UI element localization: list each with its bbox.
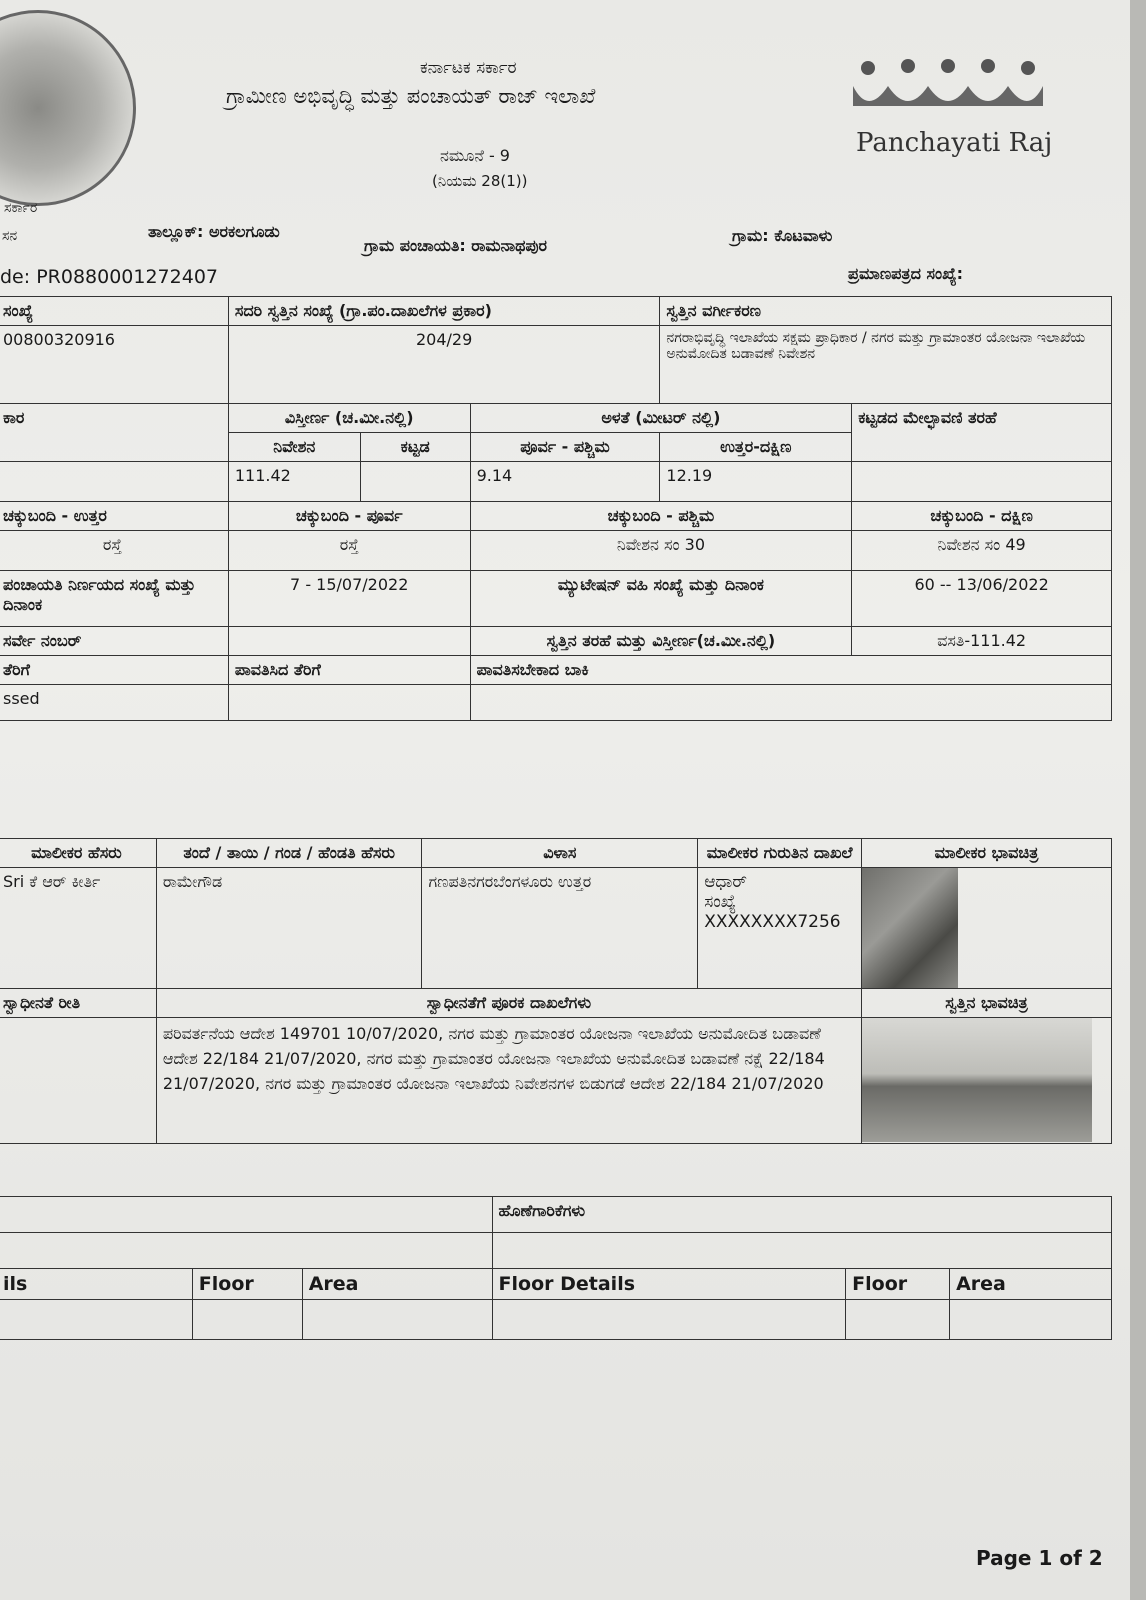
resolution-value: 7 - 15/07/2022 xyxy=(228,571,470,627)
survey-number-label: ಸರ್ವೇ ನಂಬರ್ xyxy=(0,627,228,656)
building-area-value xyxy=(360,462,470,502)
supporting-docs-value: ಪರಿವರ್ತನೆಯ ಆದೇಶ 149701 10/07/2020, ನಗರ ಮತ್ತು ಗ್ರಾಮಾಂತರ ಯೋಜನಾ ಇಲಾಖೆಯ ಅನುಮೋದಿತ ಬಡಾವಣೆ ಆದೇಶ 22/184 21/07/2020, ನಗರ ಮತ್ತು ಗ್ರಾಮಾಂತರ ಯೋಜನಾ ಇಲಾಖೆಯ ಅನುಮೋದಿತ ಬಡಾವಣೆ ನಕ್ಷೆ 22/184 21/07/2020, ನಗರ ಮತ್ತು ಗ್ರಾಮಾಂತರ ಯೋಜನಾ ಇಲಾಖೆಯ ನಿವೇಶನಗಳ ಬಿಡುಗಡೆ ಆದೇಶ 22/184 21/07/2020 xyxy=(156,1018,861,1144)
state-govt-heading: ಕರ್ನಾಟಕ ಸರ್ಕಾರ xyxy=(420,58,517,78)
east-west-label: ಪೂರ್ವ - ಪಶ್ಚಿಮ xyxy=(470,433,660,462)
boundary-east-value: ರಸ್ತೆ xyxy=(228,531,470,571)
north-south-value: 12.19 xyxy=(660,462,852,502)
property-classification-value: ನಗರಾಭಿವೃದ್ಧಿ ಇಲಾಖೆಯ ಸಕ್ಷಮ ಪ್ರಾಧಿಕಾರ / ನಗರ ಮತ್ತು ಗ್ರಾಮಾಂತರ ಯೋಜನಾ ಇಲಾಖೆಯ ಅನುಮೋದಿತ ಬಡಾವಣೆ ನಿವೇಶನ xyxy=(660,326,1112,404)
boundary-south-label: ಚಕ್ಕುಬಂದಿ - ದಕ್ಷಿಣ xyxy=(852,502,1112,531)
mutation-value: 60 -- 13/06/2022 xyxy=(852,571,1112,627)
tax-paid-label: ಪಾವತಿಸಿದ ತೆರಿಗೆ xyxy=(228,656,470,685)
property-photo xyxy=(862,1018,1092,1142)
gram-panchayat: ಗ್ರಾಮ ಪಂಚಾಯತಿ: ರಾಮನಾಥಪುರ xyxy=(364,236,547,255)
boundary-north-label: ಚಕ್ಕುಬಂದಿ - ಉತ್ತರ xyxy=(0,502,228,531)
owner-photo-label: ಮಾಲೀಕರ ಭಾವಚಿತ್ರ xyxy=(862,839,1112,868)
tax-label: ತೆರಿಗೆ xyxy=(0,656,228,685)
page-edge xyxy=(1130,0,1146,1600)
logo-text: Panchayati Raj xyxy=(856,128,1053,158)
certificate-number-label: ಪ್ರಮಾಣಪತ್ರದ ಸಂಖ್ಯೆ: xyxy=(848,264,963,283)
details-label-left: ils xyxy=(0,1269,192,1300)
seal-text-2: ಸನ xyxy=(2,228,18,244)
resolution-label: ಪಂಚಾಯತಿ ನಿರ್ಣಯದ ಸಂಖ್ಯೆ ಮತ್ತು ದಿನಾಂಕ xyxy=(0,571,228,627)
owner-name-label: ಮಾಲೀಕರ ಹೆಸರು xyxy=(0,839,156,868)
owner-table xyxy=(0,838,1112,1144)
property-code: de: PR0880001272407 xyxy=(0,266,218,288)
panchayati-raj-logo-icon xyxy=(848,56,1048,126)
owner-id-label: ಮಾಲೀಕರ ಗುರುತಿನ ದಾಖಲೆ xyxy=(698,839,862,868)
dimension-label: ಅಳತೆ (ಮೀಟರ್ ನಲ್ಲಿ) xyxy=(470,404,852,433)
building-label: ಕಟ್ಟಡ xyxy=(360,433,470,462)
rule-number: (ನಿಯಮ 28(1)) xyxy=(432,172,528,190)
type-label: ಕಾರ xyxy=(0,404,228,462)
government-seal xyxy=(0,10,136,206)
property-classification-label: ಸ್ವತ್ತಿನ ವರ್ಗೀಕರಣ xyxy=(660,297,1112,326)
site-area-value: 111.42 xyxy=(228,462,360,502)
form-number: ನಮೂನೆ - 9 xyxy=(440,146,510,165)
boundary-west-label: ಚಕ್ಕುಬಂದಿ - ಪಶ್ಚಿಮ xyxy=(470,502,852,531)
boundary-south-value: ನಿವೇಶನ ಸಂ 49 xyxy=(852,531,1112,571)
liabilities-table xyxy=(0,1196,1112,1340)
property-type-area-label: ಸ್ವತ್ತಿನ ತರಹೆ ಮತ್ತು ವಿಸ್ತೀರ್ಣ(ಚ.ಮೀ.ನಲ್ಲಿ) xyxy=(470,627,852,656)
area-label-left: Area xyxy=(302,1269,492,1300)
address-label: ವಿಳಾಸ xyxy=(422,839,698,868)
floor-label-right: Floor xyxy=(846,1269,950,1300)
site-label: ನಿವೇಶನ xyxy=(228,433,360,462)
aadhaar-number-value: XXXXXXXX7256 xyxy=(704,912,841,932)
village: ಗ್ರಾಮ: ಕೊಟವಾಳು xyxy=(732,226,833,245)
assessed-label: ssed xyxy=(0,685,228,721)
page-number: Page 1 of 2 xyxy=(976,1546,1103,1570)
property-number-value: 204/29 xyxy=(228,326,660,404)
property-id-value: 00800320916 xyxy=(0,326,228,404)
ownership-type-label: ಸ್ವಾಧೀನತೆ ರೀತಿ xyxy=(0,989,156,1018)
property-details-table xyxy=(0,296,1112,721)
boundary-east-label: ಚಕ್ಕುಬಂದಿ - ಪೂರ್ವ xyxy=(228,502,470,531)
address-value: ಗಣಪತಿನಗರಬೆಂಗಳೂರು ಉತ್ತರ xyxy=(422,868,698,989)
east-west-value: 9.14 xyxy=(470,462,660,502)
tax-due-label: ಪಾವತಿಸಬೇಕಾದ ಬಾಕಿ xyxy=(470,656,1111,685)
mutation-label: ಮ್ಯುಟೇಷನ್ ವಹಿ ಸಂಖ್ಯೆ ಮತ್ತು ದಿನಾಂಕ xyxy=(470,571,852,627)
floor-label-left: Floor xyxy=(192,1269,302,1300)
aadhaar-label: ಆಧಾರ್ xyxy=(704,872,747,892)
liabilities-label: ಹೊಣೆಗಾರಿಕೆಗಳು xyxy=(492,1197,1111,1233)
owner-photo xyxy=(862,868,958,988)
supporting-docs-label: ಸ್ವಾಧೀನತೆಗೆ ಪೂರಕ ದಾಖಲೆಗಳು xyxy=(156,989,861,1018)
property-number-label: ಸದರಿ ಸ್ವತ್ತಿನ ಸಂಖ್ಯೆ (ಗ್ರಾ.ಪಂ.ದಾಖಲೆಗಳ ಪ್ರಕಾರ) xyxy=(228,297,660,326)
property-type-area-value: ವಸತಿ-111.42 xyxy=(852,627,1112,656)
property-photo-label: ಸ್ವತ್ತಿನ ಭಾವಚಿತ್ರ xyxy=(862,989,1112,1018)
taluk: ತಾಲ್ಲೂಕ್: ಅರಕಲಗೂಡು xyxy=(148,222,280,241)
boundary-west-value: ನಿವೇಶನ ಸಂ 30 xyxy=(470,531,852,571)
roof-type-label: ಕಟ್ಟಡದ ಮೇಲ್ಛಾವಣಿ ತರಹೆ xyxy=(852,404,1112,462)
seal-text-1: ಸರ್ಕಾರ xyxy=(4,200,38,216)
north-south-label: ಉತ್ತರ-ದಕ್ಷಿಣ xyxy=(660,433,852,462)
relation-name-value: ರಾಮೇಗೌಡ xyxy=(156,868,422,989)
boundary-north-value: ರಸ್ತೆ xyxy=(0,531,228,571)
aadhaar-number-label: ಸಂಖ್ಯೆ xyxy=(704,892,737,912)
area-label: ವಿಸ್ತೀರ್ಣ (ಚ.ಮೀ.ನಲ್ಲಿ) xyxy=(228,404,470,433)
area-label-right: Area xyxy=(950,1269,1112,1300)
owner-name-value: Sri ಕೆ ಆರ್ ಕೀರ್ತಿ xyxy=(0,868,156,989)
relation-name-label: ತಂದೆ / ತಾಯಿ / ಗಂಡ / ಹೆಂಡತಿ ಹೆಸರು xyxy=(156,839,422,868)
department-heading: ಗ್ರಾಮೀಣ ಅಭಿವೃದ್ಧಿ ಮತ್ತು ಪಂಚಾಯತ್ ರಾಜ್ ಇಲಾಖೆ xyxy=(226,84,596,108)
property-id-label: ಸಂಖ್ಯೆ xyxy=(0,297,228,326)
floor-details-label: Floor Details xyxy=(492,1269,846,1300)
